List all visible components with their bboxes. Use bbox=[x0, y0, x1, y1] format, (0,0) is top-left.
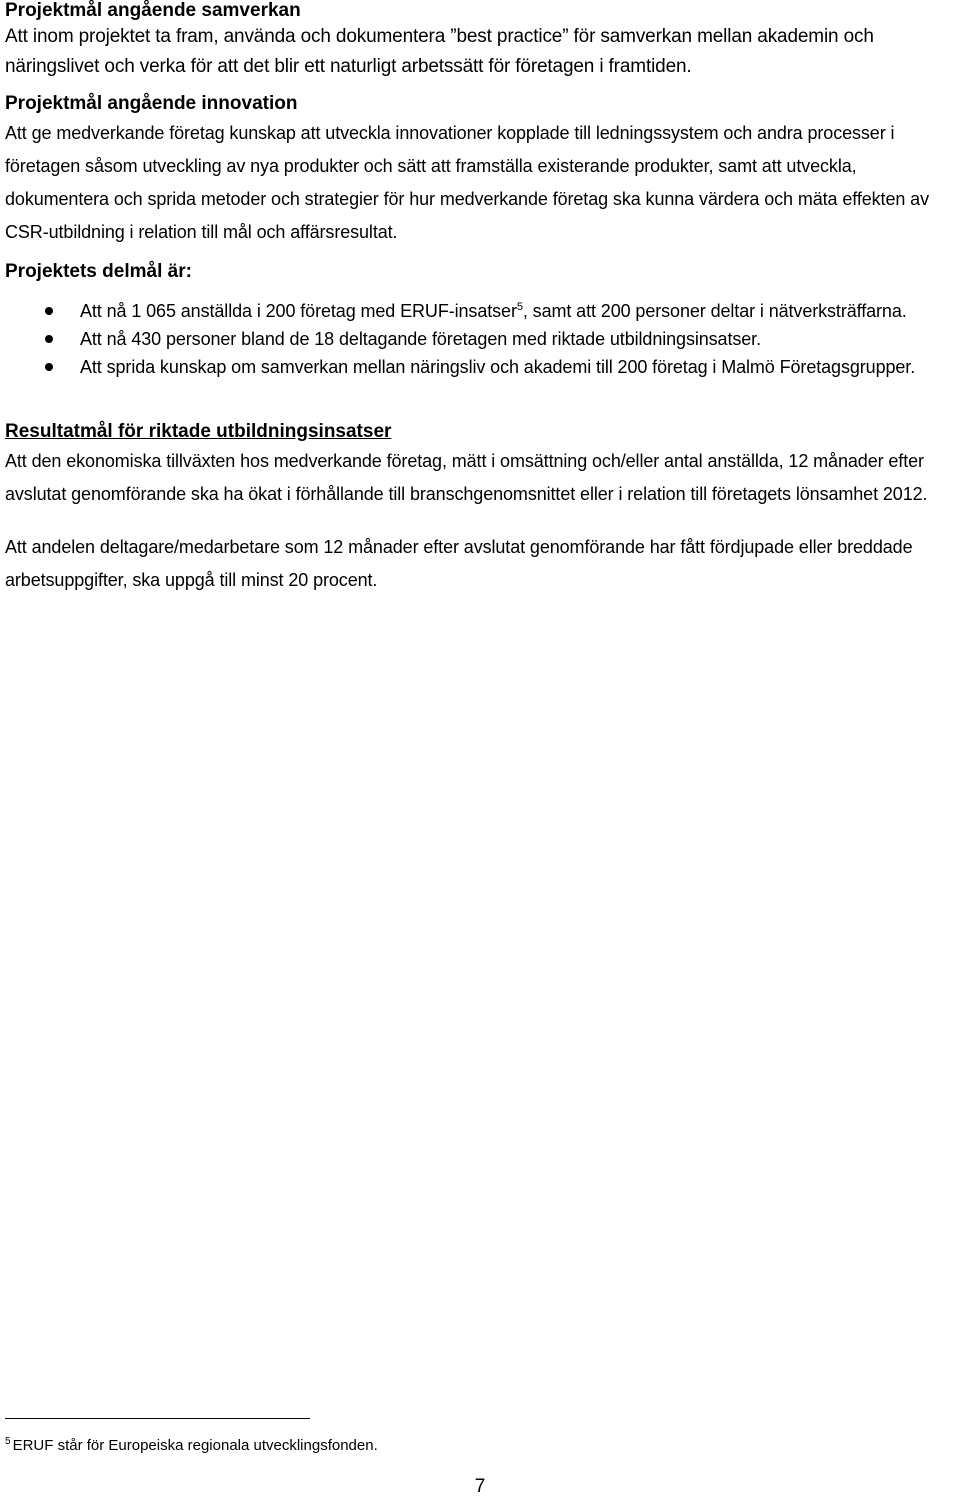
heading-resultatmal: Resultatmål för riktade utbildningsinsatser bbox=[5, 421, 392, 442]
footnote-text: ERUF står för Europeiska regionala utvecklingsfonden. bbox=[12, 1437, 378, 1454]
footnote bbox=[5, 1431, 378, 1457]
list-item bbox=[5, 325, 955, 353]
bullet-icon bbox=[45, 307, 53, 315]
list-item bbox=[5, 297, 955, 325]
bullet-icon bbox=[45, 335, 53, 343]
footnote-ref[interactable]: 5 bbox=[516, 301, 523, 313]
delmal-item-2-text: Att nå 430 personer bland de 18 deltagande företagen med riktade utbildningsinsatser. bbox=[80, 329, 761, 349]
delmal-list bbox=[5, 297, 955, 381]
footnote-divider bbox=[5, 1418, 310, 1419]
list-item bbox=[5, 353, 955, 381]
heading-innovation: Projektmål angående innovation bbox=[5, 93, 298, 114]
paragraph-resultatmal-2: Att andelen deltagare/medarbetare som 12 månader efter avslutat genomförande har fått fördjupade eller breddade arbetsuppgifter, ska uppgå till minst 20 procent. bbox=[5, 537, 913, 590]
paragraph-samverkan: Att inom projektet ta fram, använda och dokumentera ”best practice” för samverkan mellan akademin och näringslivet och verka för att det blir ett naturligt arbetssätt för företagen i framtiden. bbox=[5, 26, 874, 77]
bullet-icon bbox=[45, 363, 53, 371]
footnote-number: 5 bbox=[5, 1436, 11, 1447]
delmal-item-1-text: Att nå 1 065 anställda i 200 företag med ERUF-insatser bbox=[80, 301, 517, 321]
paragraph-innovation: Att ge medverkande företag kunskap att utveckla innovationer kopplade till ledningssystem och andra processer i företagen såsom utveckling av nya produkter och sätt att framställa existerande produkter, samt att utveckla, dokumentera och sprida metoder och strategier för hur medverkande företag ska kunna värdera och mäta effekten av CSR-utbildning i relation till mål och affärsresultat. bbox=[5, 123, 929, 242]
heading-delmal: Projektets delmål är: bbox=[5, 261, 192, 282]
heading-samverkan: Projektmål angående samverkan bbox=[5, 0, 301, 21]
document-page bbox=[5, 0, 955, 597]
page-number: 7 bbox=[474, 1476, 486, 1497]
delmal-item-3-text: Att sprida kunskap om samverkan mellan näringsliv och akademi till 200 företag i Malmö Företagsgrupper. bbox=[80, 357, 916, 377]
paragraph-resultatmal-1: Att den ekonomiska tillväxten hos medverkande företag, mätt i omsättning och/eller antal anställda, 12 månader efter avslutat genomförande ska ha ökat i förhållande till branschgenomsnittet eller i relation till företagets lönsamhet 2012. bbox=[5, 451, 928, 504]
delmal-item-1-text-rest: , samt att 200 personer deltar i nätverksträffarna. bbox=[522, 301, 907, 321]
